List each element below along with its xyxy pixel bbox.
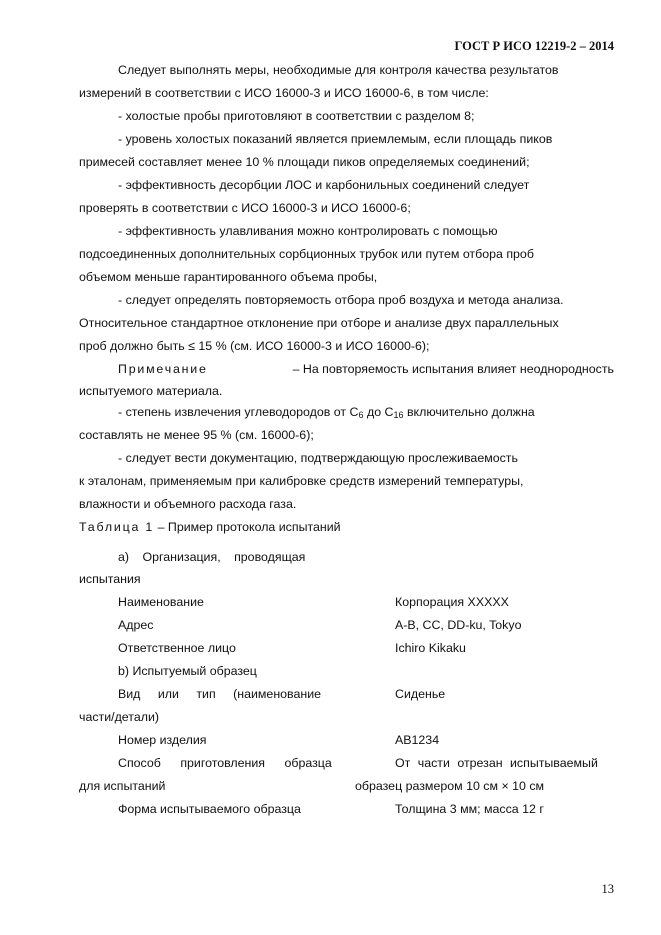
table-row-value: Ichiro Kikaku xyxy=(395,641,466,655)
paragraph-line: примесей составляет менее 10 % площади пиков определяемых соединений; xyxy=(79,155,530,169)
table-caption-label: Таблица 1 xyxy=(79,520,155,534)
table-row-label: Вид или тип (наименование xyxy=(118,687,322,701)
section-b-title: b) Испытуемый образец xyxy=(118,664,257,678)
paragraph-line: - эффективность улавливания можно контролировать с помощью xyxy=(118,224,498,238)
paragraph-line: - степень извлечения углеводородов от $С_6$ до $С_{16}$ включительно должна xyxy=(118,405,535,420)
paragraph-line: Следует выполнять меры, необходимые для контроля качества результатов xyxy=(118,63,559,77)
section-a-title: a) Организация, проводящая xyxy=(118,550,306,564)
table-row-label-cont: части/детали) xyxy=(79,710,159,724)
paragraph-line: влажности и объемного расхода газа. xyxy=(79,497,297,511)
table-row-label: Наименование xyxy=(118,595,204,609)
table-caption xyxy=(79,519,614,535)
table-row-label: Номер изделия xyxy=(118,733,207,747)
table-row-label: Способ приготовления образца xyxy=(118,756,332,770)
paragraph-line: проверять в соответствии с ИСО 16000-3 и ИСО 16000-6; xyxy=(79,201,411,215)
paragraph-line: - следует определять повторяемость отбора проб воздуха и метода анализа. xyxy=(118,293,564,307)
table-row-value: Толщина 3 мм; масса 12 г xyxy=(395,802,544,816)
note-text: – На повторяемость испытания влияет неоднородность xyxy=(292,362,614,376)
paragraph-line: к эталонам, применяемым при калибровке средств измерений температуры, xyxy=(79,474,524,488)
table-row-label: Ответственное лицо xyxy=(118,641,236,655)
table-row-value: От части отрезан испытываемый xyxy=(395,756,598,770)
paragraph-line: - эффективность десорбции ЛОС и карбонильных соединений следует xyxy=(118,178,530,192)
paragraph-line: составлять не менее 95 % (см. 16000-6); xyxy=(79,428,314,442)
paragraph-line: проб должно быть ≤ 15 % (см. ИСО 16000-3 и ИСО 16000-6); xyxy=(79,339,430,353)
paragraph-line: - уровень холостых показаний является приемлемым, если площадь пиков xyxy=(118,132,553,146)
paragraph-line: - холостые пробы приготовляют в соответствии с разделом 8; xyxy=(118,109,475,123)
paragraph-line: подсоединенных дополнительных сорбционных трубок или путем отбора проб xyxy=(79,247,534,261)
paragraph-line: объемом меньше гарантированного объема пробы, xyxy=(79,270,378,284)
page-number: 13 xyxy=(601,882,614,896)
table-row-label-cont: для испытаний xyxy=(79,779,166,793)
table-caption-text: – Пример протокола испытаний xyxy=(157,520,341,534)
note-label: Примечание xyxy=(118,362,208,376)
table-row-value: Сиденье xyxy=(395,687,446,701)
table-row-label: Адрес xyxy=(118,618,154,632)
paragraph-line: измерений в соответствии с ИСО 16000-3 и ИСО 16000-6, в том числе: xyxy=(79,86,489,100)
table-row-value-cont: образец размером 10 см × 10 см xyxy=(355,779,545,793)
note-line xyxy=(118,361,614,377)
paragraph-line: Относительное стандартное отклонение при отборе и анализе двух параллельных xyxy=(79,316,559,330)
table-row-value: Корпорация XXXXX xyxy=(395,595,509,609)
paragraph-line: - следует вести документацию, подтверждающую прослеживаемость xyxy=(118,451,518,465)
paragraph-line: испытуемого материала. xyxy=(79,384,223,398)
table-row-label: Форма испытываемого образца xyxy=(118,802,301,816)
table-row-value: A-B, CC, DD-ku, Tokyo xyxy=(395,618,522,632)
table-row-value: AB1234 xyxy=(395,733,440,747)
standard-header: ГОСТ Р ИСО 12219-2 – 2014 xyxy=(454,39,614,53)
section-a-title-cont: испытания xyxy=(79,572,141,586)
